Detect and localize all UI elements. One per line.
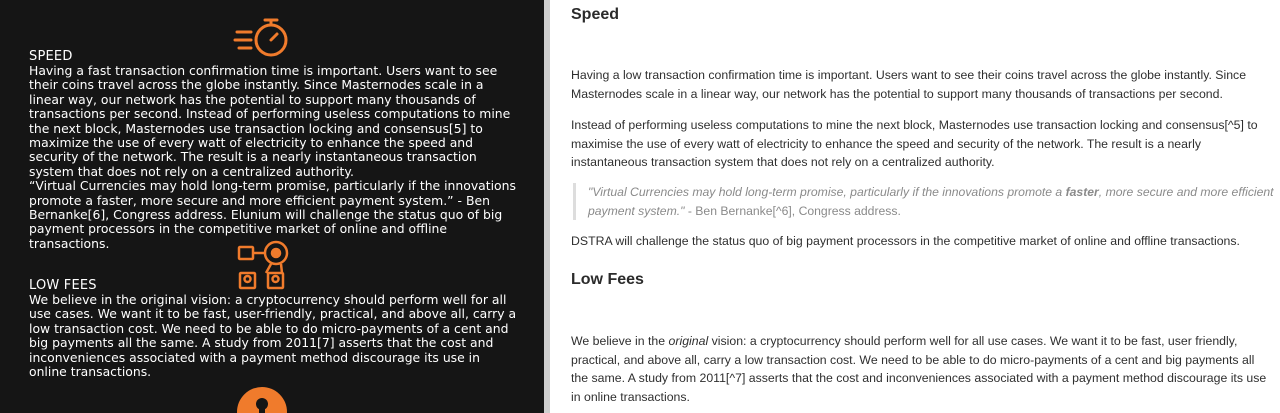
fees-heading: Low Fees [571, 271, 644, 288]
document-panel [550, 0, 1280, 413]
rendered-preview-panel [0, 0, 544, 413]
lock-circle-icon [236, 386, 288, 413]
speed-heading: Speed [571, 6, 620, 23]
fees-title: LOW FEES [29, 278, 97, 293]
users-network-icon [236, 238, 292, 290]
fees-paragraph [571, 332, 1271, 406]
fees-paragraph-post: vision: a cryptocurrency should perform well for all use cases. We want it to be fast, user friendly, practical, and above all, carry a low transaction cost. We need to be able to do micro-payments of a cent and big payments all the same. A study from 2011[^7] asserts that the cost and inconveniences associated with a payment method discourage its use in online transactions. [571, 334, 1267, 404]
fees-paragraph-pre: We believe in the [571, 334, 669, 348]
fees-body: We believe in the original vision: a cryptocurrency should perform well for all use cases. We want it to be fast, user-friendly, practical, and above all, carry a low transaction cost. We need to be able to do micro-payments of a cent and big payments all the same. A study from 2011[7] asserts that the cost and inconveniences associated with a payment method discourage its use in online transactions. [29, 292, 517, 380]
stopwatch-icon [233, 14, 293, 60]
fees-paragraph-emphasis: original [668, 334, 709, 348]
quote-text-2: , more secure and more efficient payment system." [588, 185, 1274, 218]
quote-emphasis: faster [1065, 185, 1099, 199]
speed-body-text: Having a fast transaction confirmation time is important. Users want to see their coins travel across the globe instantly. Since Masternodes scale in a linear way, our network has the potential to support many thousands of transactions per second. Instead of performing useless computations to mine the next block, Masternodes use transaction locking and consensus[5] to maximize the use of every watt of electricity to enhance the speed and security of the network. The result is a nearly instantaneous transaction system that does not rely on a centralized authority. [29, 63, 511, 179]
speed-blockquote [573, 183, 1278, 220]
speed-paragraph-3: DSTRA will challenge the status quo of big payment processors in the competitive market of online and offline transactions. [571, 234, 1240, 248]
speed-body [29, 64, 517, 251]
speed-quote-text: “Virtual Currencies may hold long-term promise, particularly if the innovations promote a faster, more secure and more efficient payment system.” - Ben Bernanke[6], Congress address. Elunium will challenge the status quo of big payment processors in the competitive market of online and offline transactions. [29, 178, 516, 251]
speed-paragraph-2: Instead of performing useless computations to mine the next block, Masternodes use transaction locking and consensus[^5] to maximise the use of every watt of electricity to enhance the speed and security of the network. The result is a nearly instantaneous transaction system that does not rely on a centralized authority. [571, 118, 1258, 169]
quote-text-1: "Virtual Currencies may hold long-term promise, particularly if the innovations promote a [588, 185, 1066, 199]
quote-attribution: - Ben Bernanke[^6], Congress address. [684, 203, 901, 218]
speed-paragraph-1: Having a low transaction confirmation time is important. Users want to see their coins travel across the globe instantly. Since Masternodes scale in a linear way, our network has the potential to support many thousands of transactions per second. [571, 68, 1247, 101]
speed-title: SPEED [29, 49, 73, 64]
